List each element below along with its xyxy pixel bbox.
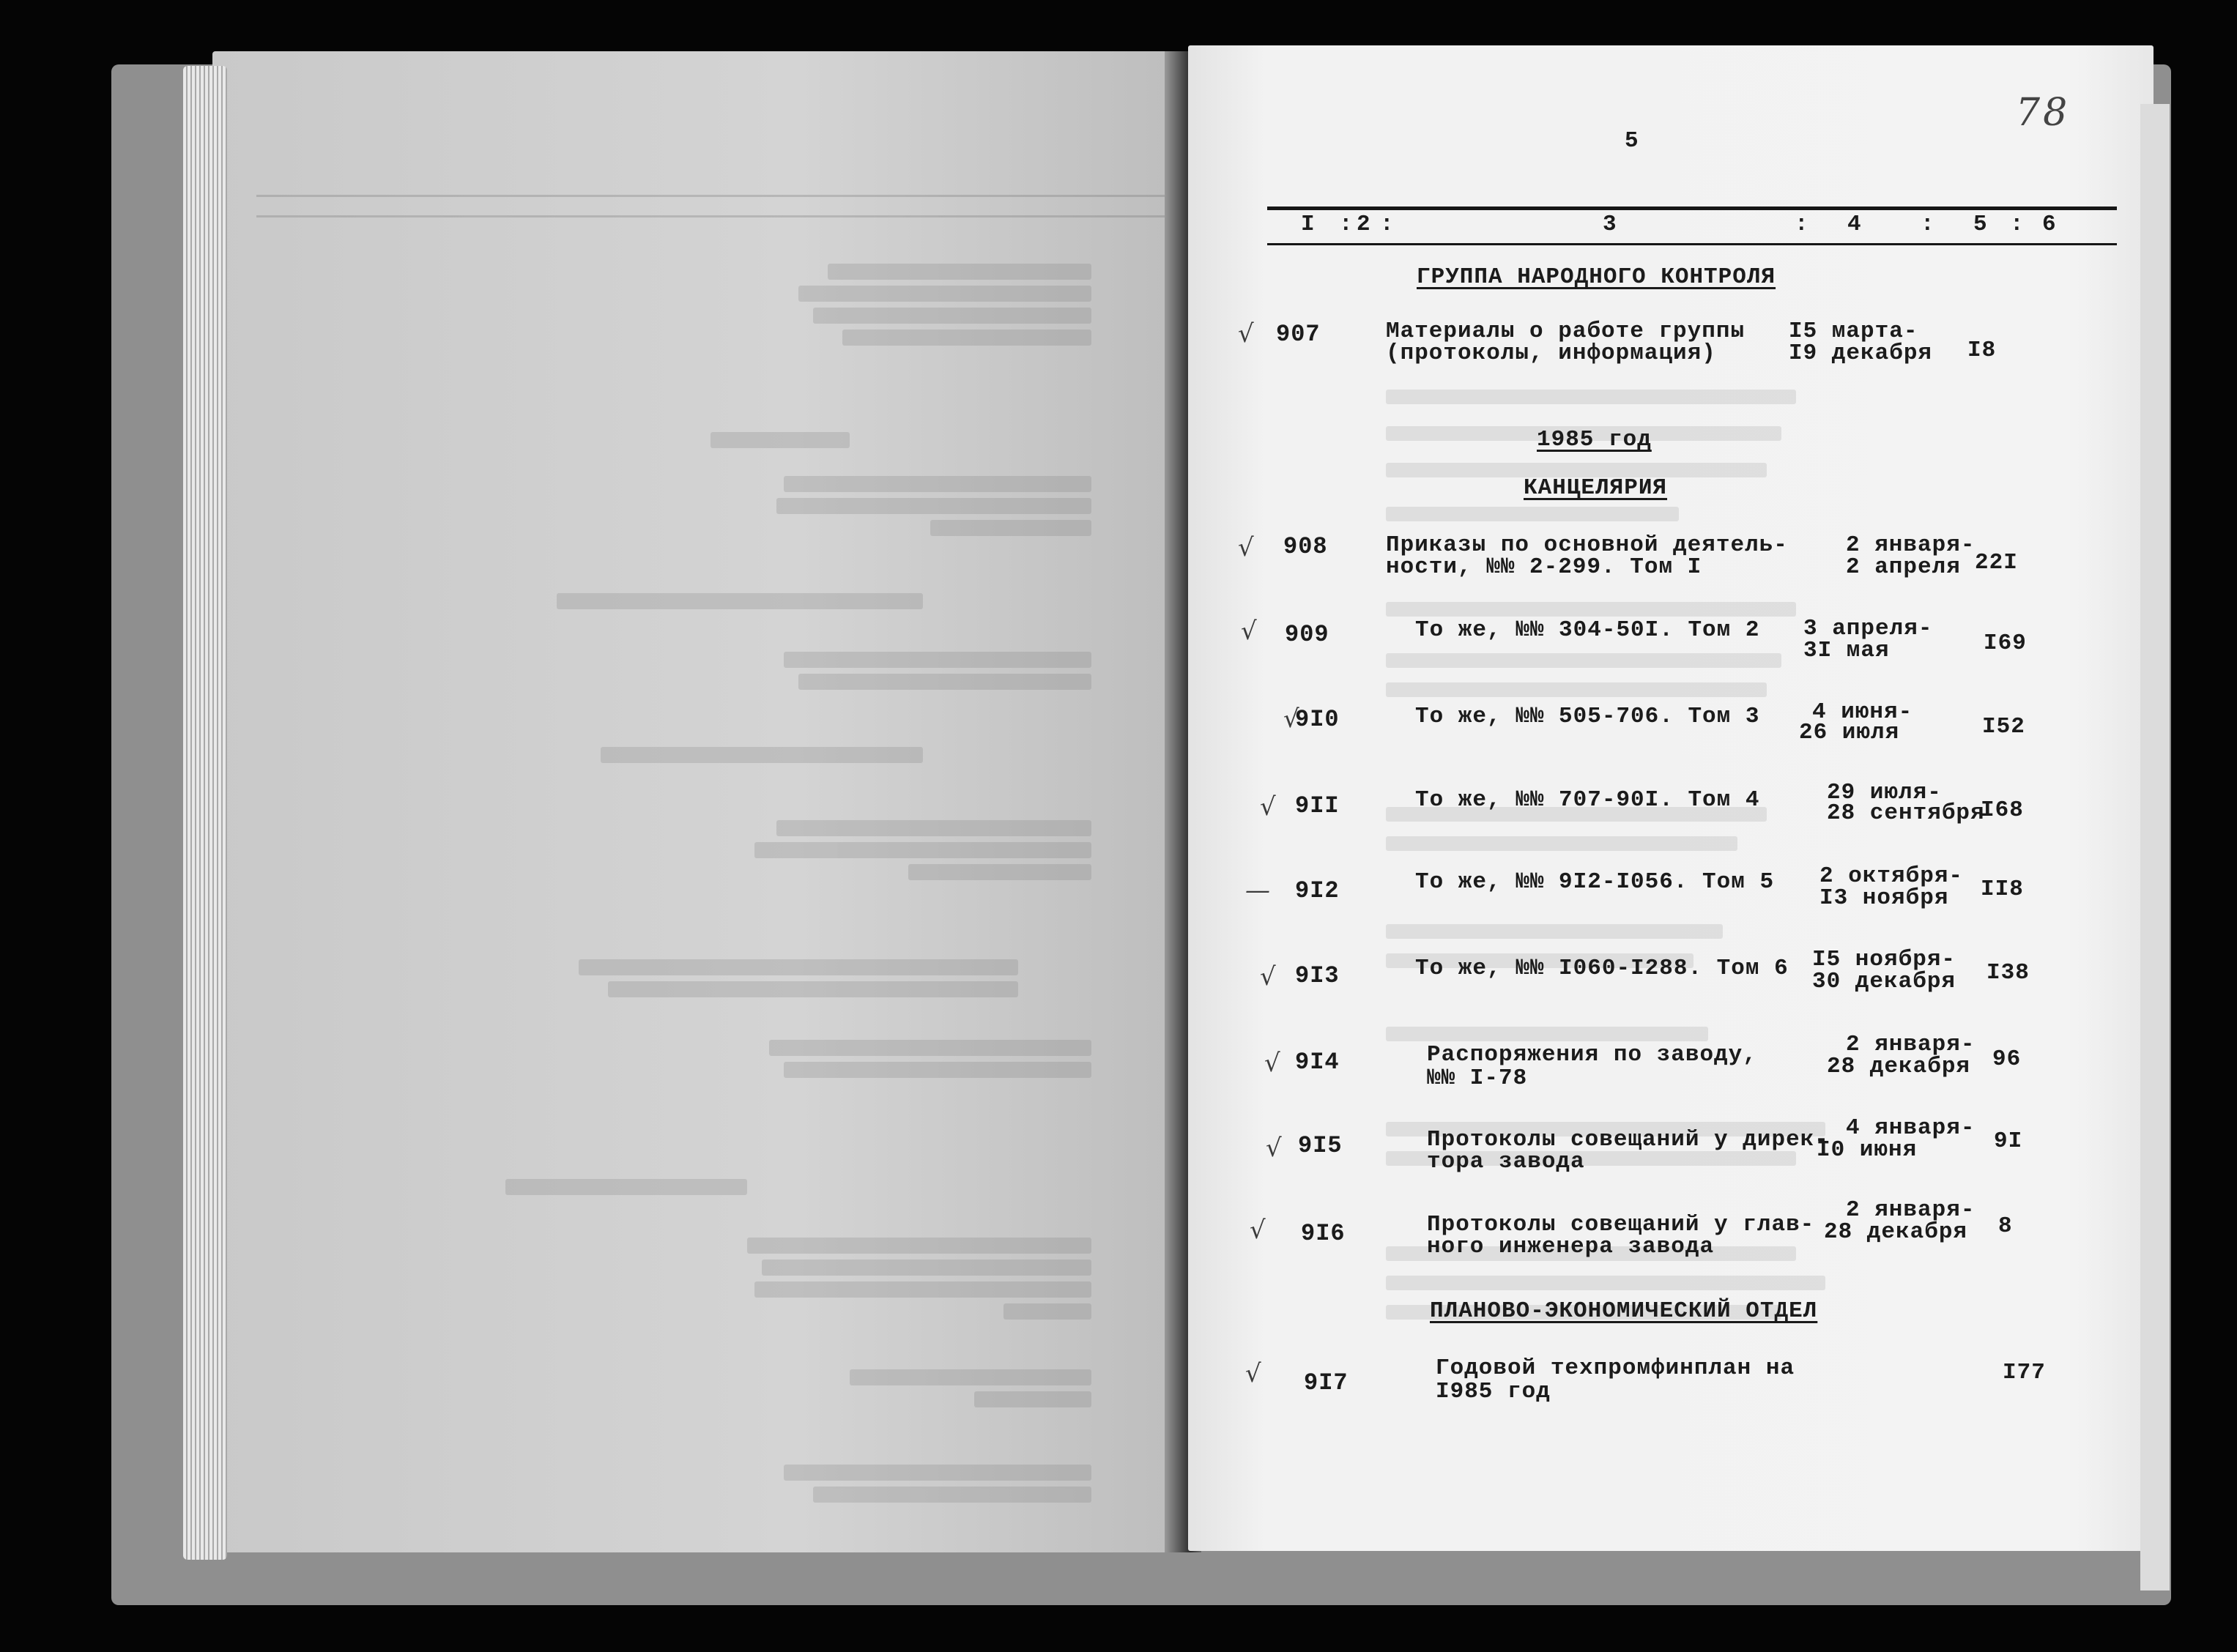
check-mark: √	[1283, 704, 1299, 734]
entry-date-end: I9 декабря	[1789, 341, 1933, 366]
entry-title: Материалы о работе группы	[1386, 319, 1746, 344]
entry-title: №№ I-78	[1427, 1065, 1528, 1091]
col-header-1: I	[1301, 212, 1316, 237]
entry-sheets: I68	[1981, 797, 2024, 823]
section-heading-planning: ПЛАНОВО-ЭКОНОМИЧЕСКИЙ ОТДЕЛ	[1430, 1298, 1818, 1324]
entry-date-end: 28 декабря	[1827, 1054, 1971, 1079]
page-number: 5	[1625, 128, 1639, 154]
check-mark: √	[1245, 1359, 1261, 1388]
entry-number: 9I4	[1295, 1049, 1340, 1076]
entry-sheets: 22I	[1975, 550, 2018, 576]
entry-sheets: 9I	[1994, 1128, 2023, 1154]
left-page-bleedthrough	[212, 51, 1187, 1552]
entry-date-start: 3 апреля-	[1803, 616, 1933, 641]
section-heading-people-control: ГРУППА НАРОДНОГО КОНТРОЛЯ	[1417, 264, 1776, 290]
entry-title: Протоколы совещаний у дирек-	[1427, 1127, 1829, 1153]
entry-title: То же, №№ I060-I288. Том 6	[1415, 956, 1789, 981]
entry-title: ного инженера завода	[1427, 1234, 1715, 1260]
entry-sheets: II8	[1981, 877, 2024, 902]
check-mark: √	[1266, 1134, 1282, 1163]
check-mark: √	[1238, 533, 1254, 562]
entry-number: 9I2	[1295, 877, 1340, 904]
entry-sheets: 8	[1998, 1213, 2013, 1239]
entry-date-start: 29 июля-	[1827, 780, 1942, 805]
entry-number: 9I5	[1298, 1132, 1343, 1159]
entry-sheets: I52	[1982, 714, 2025, 740]
entry-title: То же, №№ 304-50I. Том 2	[1415, 617, 1760, 643]
entry-title: ности, №№ 2-299. Том I	[1386, 554, 1702, 580]
entry-title: Годовой техпромфинплан на	[1436, 1355, 1795, 1381]
folio-number: 78	[2016, 91, 2071, 135]
col-header-6: 6	[2042, 212, 2057, 237]
check-mark: √	[1260, 792, 1276, 822]
entry-number: 9I3	[1295, 962, 1340, 989]
entry-number: 907	[1276, 321, 1321, 348]
entry-title: Распоряжения по заводу,	[1427, 1042, 1757, 1068]
col-sep: :	[2010, 212, 2025, 237]
entry-date-start: 2 января-	[1846, 1032, 1976, 1057]
entry-date-start: I5 марта-	[1789, 319, 1918, 344]
entry-date-start: 2 октября-	[1819, 863, 1964, 889]
entry-number: 9I6	[1301, 1220, 1346, 1247]
dash-mark: —	[1245, 876, 1270, 905]
entry-date-end: I3 ноября	[1819, 885, 1949, 911]
entry-title: (протоколы, информация)	[1386, 341, 1716, 366]
entry-title: То же, №№ 505-706. Том 3	[1415, 704, 1760, 729]
entry-number: 909	[1285, 621, 1329, 648]
col-sep: :	[1380, 212, 1395, 237]
entry-sheets: I8	[1967, 338, 1997, 363]
entry-date-end: 28 декабря	[1824, 1219, 1968, 1245]
col-sep: :	[1339, 212, 1354, 237]
entry-sheets: I69	[1984, 630, 2027, 656]
col-header-5: 5	[1973, 212, 1988, 237]
check-mark: √	[1250, 1216, 1266, 1245]
entry-date-end: 30 декабря	[1812, 969, 1956, 994]
entry-date-end: 3I мая	[1803, 638, 1890, 663]
entry-date-start: 2 января-	[1846, 532, 1976, 558]
entry-date-start: 4 января-	[1846, 1115, 1976, 1141]
entry-number: 9I7	[1304, 1369, 1348, 1396]
col-header-4: 4	[1847, 212, 1862, 237]
section-heading-chancellery: КАНЦЕЛЯРИЯ	[1524, 475, 1668, 501]
entry-sheets: 96	[1992, 1046, 2022, 1072]
entry-sheets: I38	[1986, 960, 2030, 986]
col-sep: :	[1795, 212, 1809, 237]
header-rule-top	[1267, 206, 2117, 210]
col-header-3: 3	[1603, 212, 1617, 237]
left-page	[212, 51, 1187, 1552]
entry-date-start: 2 января-	[1846, 1197, 1976, 1223]
entry-date-end: I0 июня	[1817, 1137, 1918, 1163]
section-heading-year: 1985 год	[1537, 427, 1652, 453]
entry-number: 908	[1283, 533, 1328, 560]
check-mark: √	[1260, 962, 1276, 991]
header-rule-bottom	[1267, 243, 2117, 245]
col-header-2: 2	[1357, 212, 1371, 237]
entry-number: 9I0	[1295, 706, 1340, 733]
entry-title: Приказы по основной деятель-	[1386, 532, 1788, 558]
entry-date-start: I5 ноября-	[1812, 947, 1956, 972]
entry-date-end: 2 апреля	[1846, 554, 1961, 580]
entry-date-end: 28 сентября	[1827, 800, 1985, 826]
check-mark: √	[1238, 319, 1254, 349]
check-mark: √	[1241, 617, 1257, 646]
entry-title: тора завода	[1427, 1149, 1585, 1175]
entry-sheets: I77	[2003, 1360, 2046, 1385]
entry-date-end: 26 июля	[1799, 720, 1900, 745]
entry-date-start: 4 июня-	[1812, 699, 1913, 725]
entry-title: То же, №№ 9I2-I056. Том 5	[1415, 869, 1775, 895]
entry-title: I985 год	[1436, 1379, 1551, 1404]
entry-number: 9II	[1295, 792, 1340, 819]
col-sep: :	[1921, 212, 1935, 237]
entry-title: Протоколы совещаний у глав-	[1427, 1212, 1815, 1238]
entry-title: То же, №№ 707-90I. Том 4	[1415, 787, 1760, 813]
check-mark: √	[1264, 1049, 1280, 1078]
